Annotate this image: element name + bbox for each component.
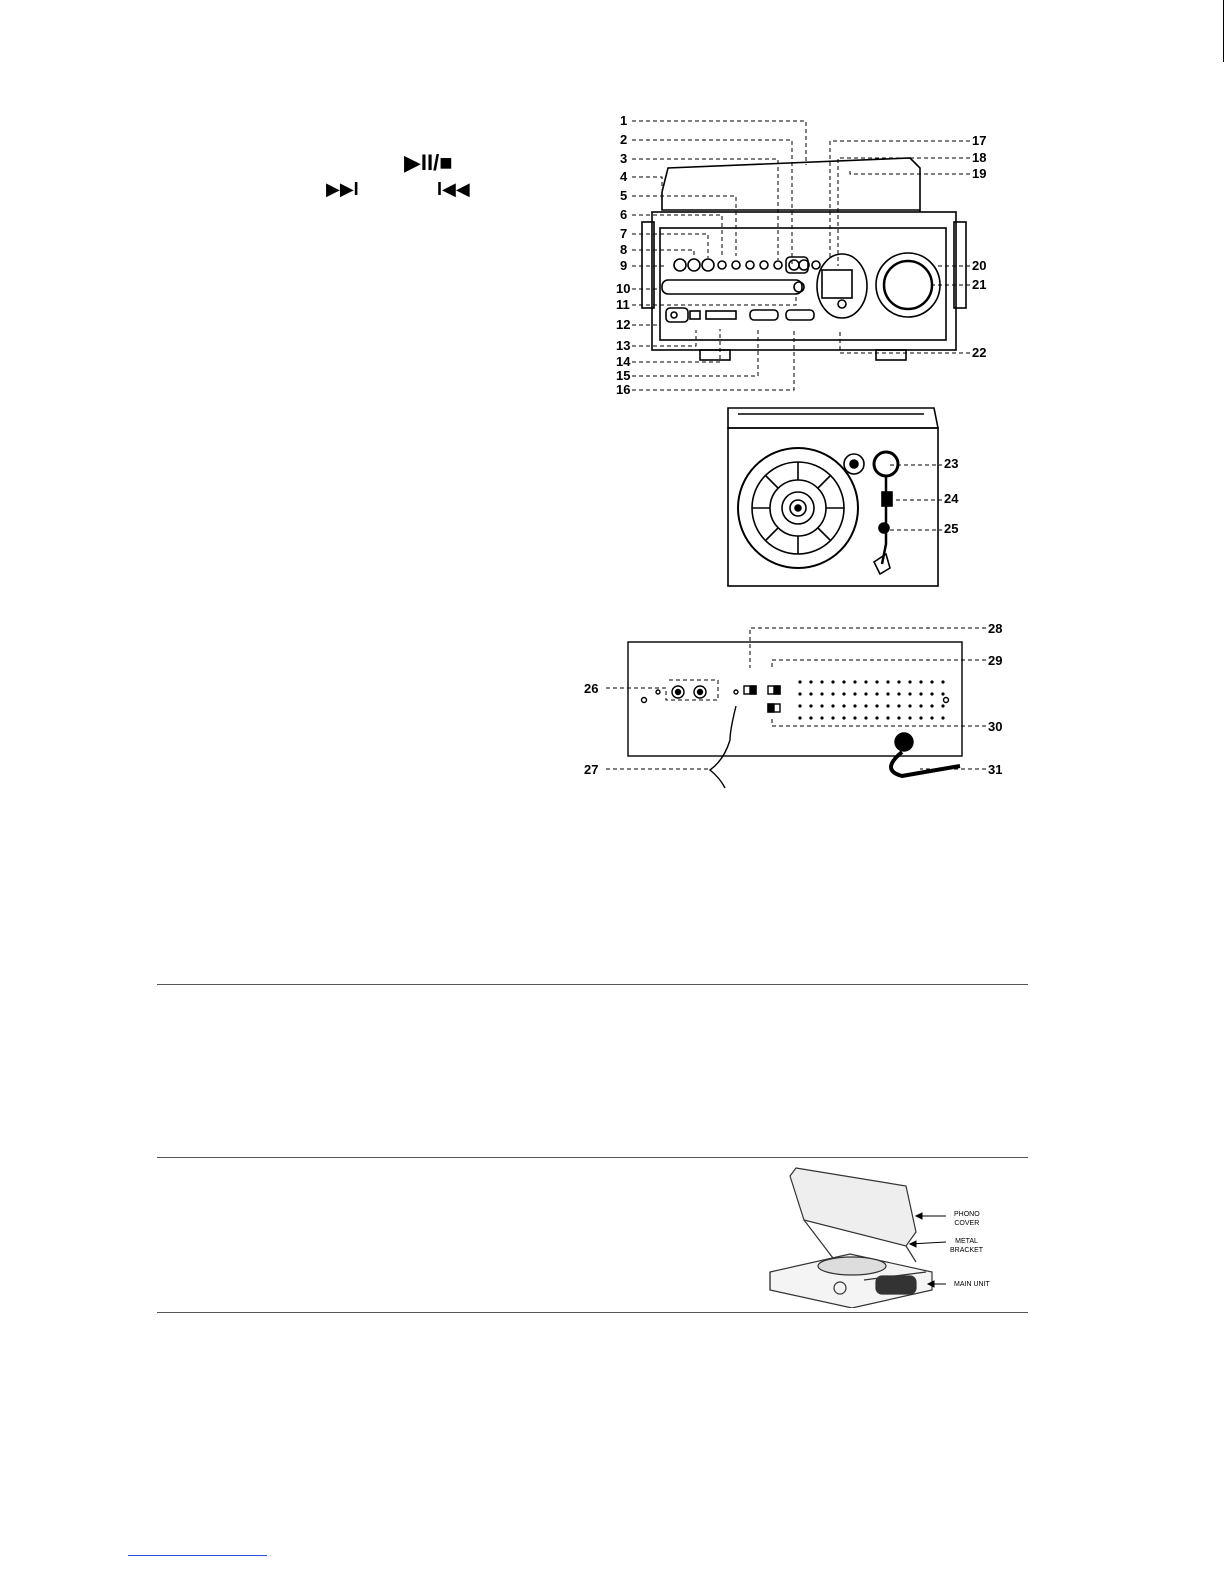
footer-link-underline[interactable] bbox=[128, 1555, 267, 1556]
callout-8: 8 bbox=[620, 242, 628, 257]
front-panel-leader-lines bbox=[600, 110, 1000, 400]
callout-10: 10 bbox=[616, 281, 631, 296]
callout-4: 4 bbox=[620, 169, 628, 184]
rear-panel-leader-lines bbox=[600, 620, 990, 780]
skip-forward-symbol: ▶▶I bbox=[326, 179, 359, 199]
play-pause-stop-symbol: ▶II/■ bbox=[404, 150, 453, 175]
callout-24: 24 bbox=[944, 491, 959, 506]
label-metal-bracket bbox=[950, 1237, 983, 1255]
callout-28: 28 bbox=[988, 621, 1003, 636]
callout-3: 3 bbox=[620, 151, 628, 166]
callout-16: 16 bbox=[616, 382, 631, 397]
callout-22: 22 bbox=[972, 345, 987, 360]
top-view-leader-lines bbox=[886, 460, 946, 540]
label-metal-bracket-line2: BRACKET bbox=[950, 1247, 984, 1254]
assembly-arrows bbox=[900, 1210, 950, 1290]
callout-15: 15 bbox=[616, 368, 631, 383]
callout-27: 27 bbox=[584, 762, 599, 777]
callout-13: 13 bbox=[616, 338, 631, 353]
callout-7: 7 bbox=[620, 226, 628, 241]
section-divider-2 bbox=[157, 1157, 1028, 1158]
callout-12: 12 bbox=[616, 317, 631, 332]
label-phono-cover bbox=[954, 1210, 980, 1228]
callout-31: 31 bbox=[988, 762, 1003, 777]
callout-25: 25 bbox=[944, 521, 959, 536]
callout-1: 1 bbox=[620, 113, 628, 128]
callout-30: 30 bbox=[988, 719, 1003, 734]
skip-back-symbol: I◀◀ bbox=[437, 179, 470, 199]
callout-26: 26 bbox=[584, 681, 599, 696]
label-main-unit: MAIN UNIT bbox=[954, 1281, 990, 1288]
callout-23: 23 bbox=[944, 456, 959, 471]
callout-14: 14 bbox=[616, 354, 631, 369]
callout-18: 18 bbox=[972, 150, 987, 165]
section-divider-1 bbox=[157, 984, 1028, 985]
label-phono-cover-line1: PHONO bbox=[954, 1211, 980, 1218]
callout-9: 9 bbox=[620, 258, 628, 273]
callout-17: 17 bbox=[972, 133, 987, 148]
callout-6: 6 bbox=[620, 207, 628, 222]
callout-20: 20 bbox=[972, 258, 987, 273]
label-metal-bracket-line1: METAL bbox=[955, 1238, 978, 1245]
callout-5: 5 bbox=[620, 188, 628, 203]
section-divider-3 bbox=[157, 1312, 1028, 1313]
callout-2: 2 bbox=[620, 132, 628, 147]
callout-21: 21 bbox=[972, 277, 987, 292]
callout-19: 19 bbox=[972, 166, 987, 181]
callout-11: 11 bbox=[616, 297, 630, 312]
label-phono-cover-line2: COVER bbox=[954, 1220, 980, 1227]
callout-29: 29 bbox=[988, 653, 1003, 668]
